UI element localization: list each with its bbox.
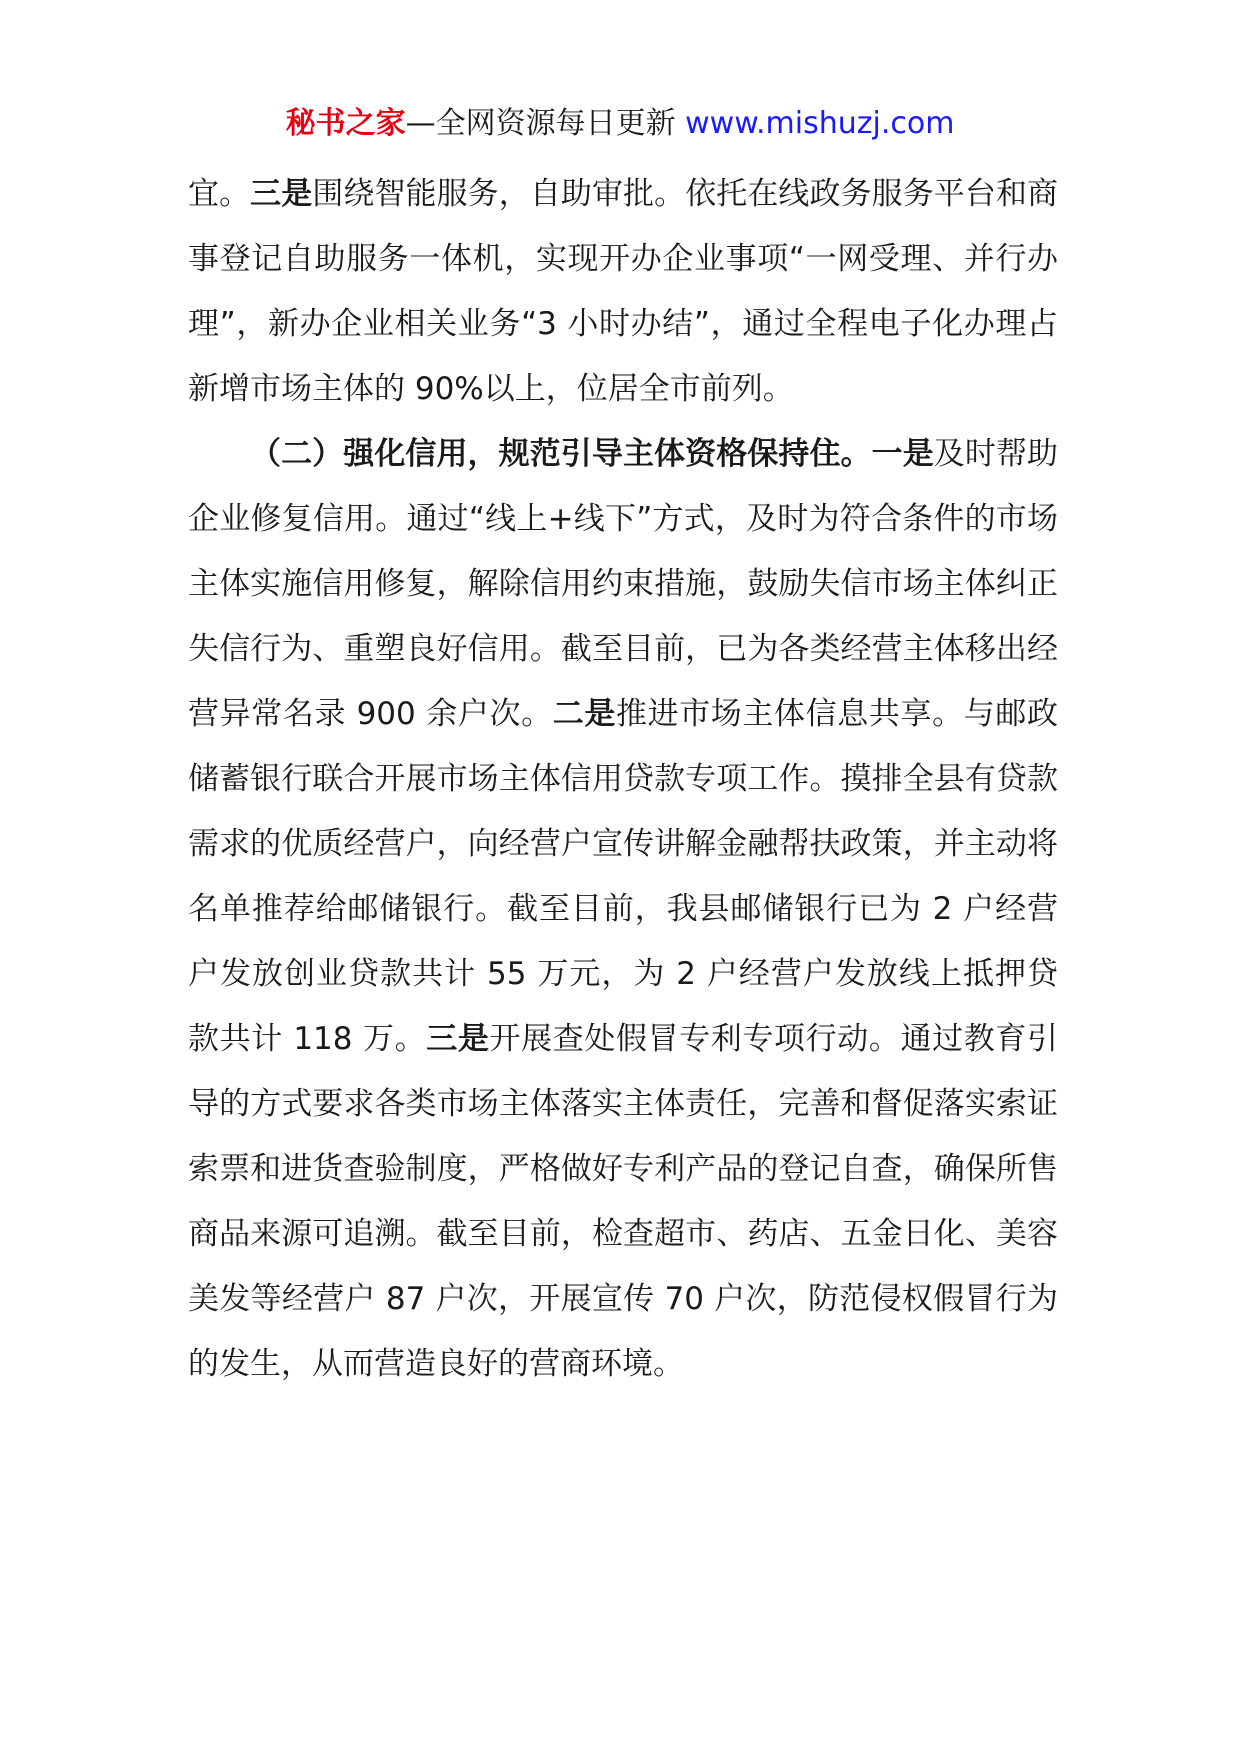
p2-text-info-sharing: 推进市场主体信息共享。与邮政储蓄银行联合开展市场主体信用贷款专项工作。摸排全县有贷款需求的优质经营户，向经营户宣传讲解金融帮扶政策，并主动将名单推荐给邮储银行。截至目前，我县邮储银行已为 2 户经营户发放创业贷款共计 55 万元，为 2 户经营户发放线上抵押贷款共计 118 万。 bbox=[188, 696, 1059, 1057]
p2-text-patent-action: 开展查处假冒专利专项行动。通过教育引导的方式要求各类市场主体落实主体责任，完善和督促落实索证索票和进货查验制度，严格做好专利产品的登记自查，确保所售商品来源可追溯。截至目前，检查超市、药店、五金日化、美容美发等经营户 87 户次，开展宣传 70 户次，防范侵权假冒行为的发生，从而营造良好的营商环境。 bbox=[188, 1021, 1058, 1382]
brand-name: 秘书之家 bbox=[285, 106, 406, 141]
paragraph-1 bbox=[188, 162, 1058, 422]
p2-text-credit-repair: 及时帮助企业修复信用。通过“线上+线下”方式，及时为符合条件的市场主体实施信用修复，解除信用约束措施，鼓励失信市场主体纠正失信行为、重塑良好信用。截至目前，已为各类经营主体移出经营异常名录 900 余户次。 bbox=[188, 436, 1059, 732]
header-tagline: —全网资源每日更新 bbox=[405, 106, 686, 141]
p1-keyword-sanshi: 三是 bbox=[250, 176, 313, 212]
p2-keyword-sanshi: 三是 bbox=[426, 1021, 490, 1057]
paragraph-2 bbox=[188, 422, 1058, 1397]
p2-keyword-ershi: 二是 bbox=[552, 696, 616, 732]
p2-keyword-yishi: 一是 bbox=[871, 436, 934, 472]
document-body bbox=[188, 162, 1058, 1397]
p1-text-start: 宜。 bbox=[188, 176, 251, 212]
site-url: www.mishuzj.com bbox=[685, 106, 955, 141]
section-heading: （二）强化信用，规范引导主体资格保持住。 bbox=[250, 436, 872, 472]
p1-text-main: 围绕智能服务，自助审批。依托在线政务服务平台和商事登记自助服务一体机，实现开办企业事项“一网受理、并行办理”，新办企业相关业务“3 小时办结”，通过全程电子化办理占新增市场主体的 90%以上，位居全市前列。 bbox=[188, 176, 1059, 407]
page-header bbox=[0, 100, 1240, 148]
